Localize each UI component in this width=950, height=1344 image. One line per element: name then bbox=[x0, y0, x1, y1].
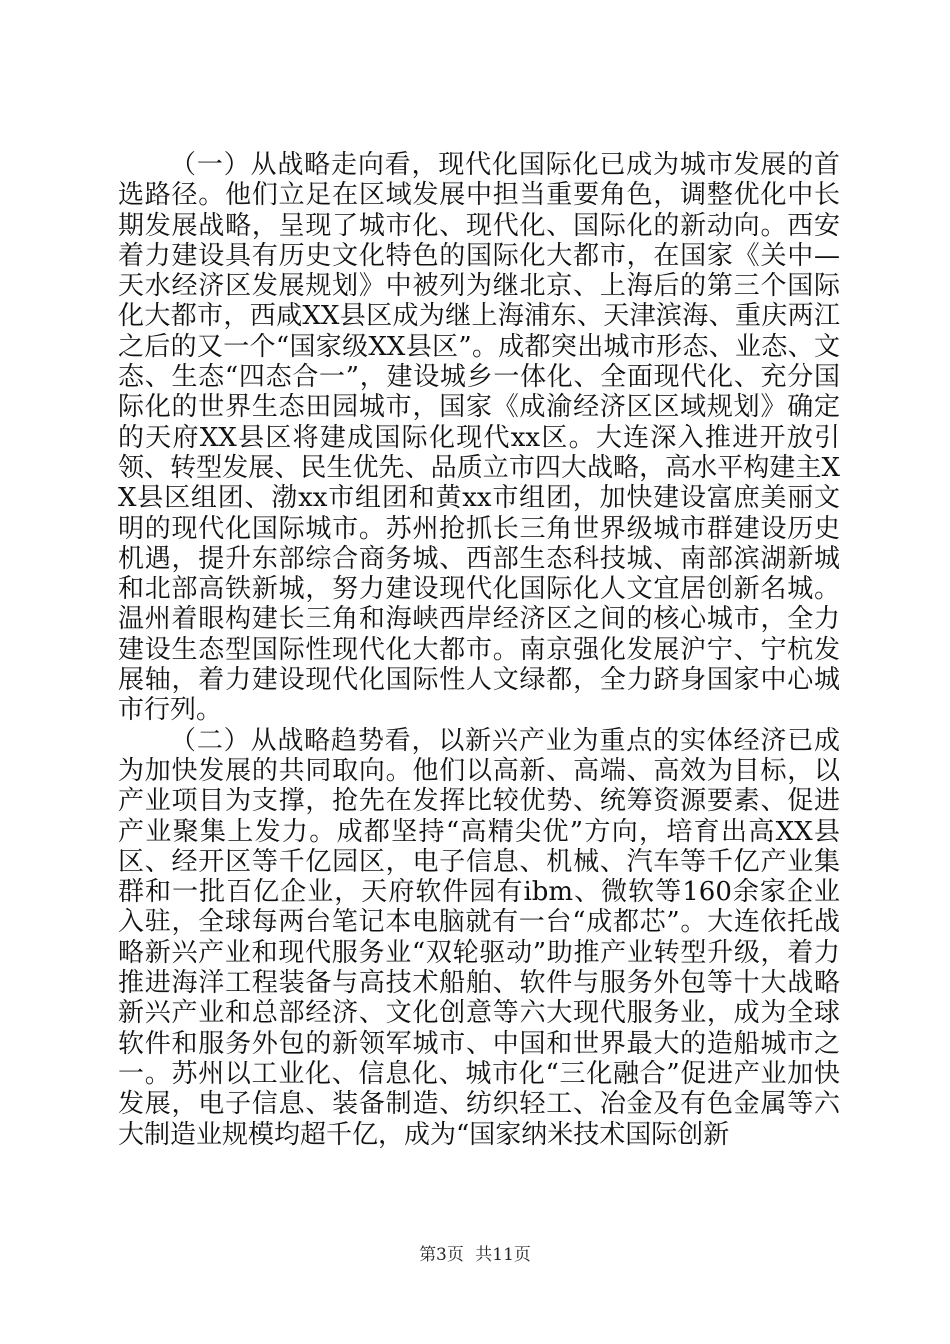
page-total: 共11页 bbox=[475, 1245, 531, 1265]
page-number: 第3页 bbox=[419, 1245, 464, 1265]
document-body bbox=[118, 150, 840, 1150]
paragraph-strategy-direction: （一）从战略走向看，现代化国际化已成为城市发展的首选路径。他们立足在区域发展中担当重要角色，调整优化中长期发展战略，呈现了城市化、现代化、国际化的新动向。西安着力建设具有历史文化特色的国际化大都市，在国家《关中—天水经济区发展规划》中被列为继北京、上海后的第三个国际化大都市，西咸XX县区成为继上海浦东、天津滨海、重庆两江之后的又一个“国家级XX县区”。成都突出城市形态、业态、文态、生态“四态合一”，建设城乡一体化、全面现代化、充分国际化的世界生态田园城市，国家《成渝经济区区域规划》确定的天府XX县区将建成国际化现代xx区。大连深入推进开放引领、转型发展、民生优先、品质立市四大战略，高水平构建主XX县区组团、渤xx市组团和黄xx市组团，加快建设富庶美丽文明的现代化国际城市。苏州抢抓长三角世界级城市群建设历史机遇，提升东部综合商务城、西部生态科技城、南部滨湖新城和北部高铁新城，努力建设现代化国际化人文宜居创新名城。温州着眼构建长三角和海峡西岸经济区之间的核心城市，全力建设生态型国际性现代化大都市。南京强化发展沪宁、宁杭发展轴，着力建设现代化国际性人文绿都，全力跻身国家中心城市行列。 bbox=[118, 150, 840, 726]
page-footer bbox=[0, 1240, 950, 1265]
paragraph-strategy-trend: （二）从战略趋势看，以新兴产业为重点的实体经济已成为加快发展的共同取向。他们以高新、高端、高效为目标，以产业项目为支撑，抢先在发挥比较优势、统筹资源要素、促进产业聚集上发力。成都坚持“高精尖优”方向，培育出高XX县区、经开区等千亿园区，电子信息、机械、汽车等千亿产业集群和一批百亿企业，天府软件园有ibm、微软等160余家企业入驻，全球每两台笔记本电脑就有一台“成都芯”。大连依托战略新兴产业和现代服务业“双轮驱动”助推产业转型升级，着力推进海洋工程装备与高技术船舶、软件与服务外包等十大战略新兴产业和总部经济、文化创意等六大现代服务业，成为全球软件和服务外包的新领军城市、中国和世界最大的造船城市之一。苏州以工业化、信息化、城市化“三化融合”促进产业加快发展，电子信息、装备制造、纺织轻工、冶金及有色金属等六大制造业规模均超千亿，成为“国家纳米技术国际创新 bbox=[118, 725, 840, 1150]
